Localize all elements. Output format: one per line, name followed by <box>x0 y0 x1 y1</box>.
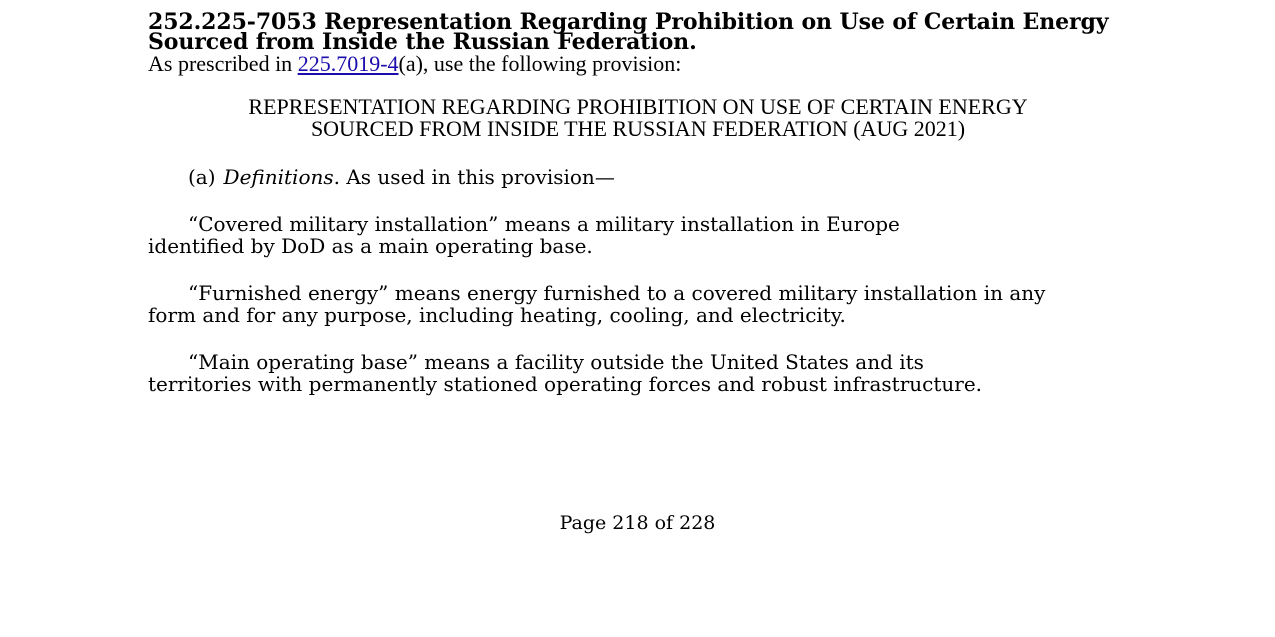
definition-furnished-energy <box>148 282 1128 326</box>
section-title-line2: Sourced from Inside the Russian Federation. <box>148 29 697 55</box>
section-number: 252.225-7053 <box>148 9 317 35</box>
definitions-label: (a) <box>188 165 216 189</box>
definition-line: “Furnished energy” means energy furnished to a covered military installation in any <box>188 281 1046 305</box>
definitions-intro: . As used in this provision— <box>333 165 615 189</box>
definition-line: “Main operating base” means a facility outside the United States and its <box>188 350 924 374</box>
definition-main-operating-base <box>148 351 1128 395</box>
section-heading <box>148 9 1128 55</box>
definitions-paragraph <box>148 166 1128 188</box>
definition-covered-military-installation <box>148 213 1128 257</box>
definition-line: identified by DoD as a main operating base. <box>148 234 593 258</box>
provision-title-line1: REPRESENTATION REGARDING PROHIBITION ON USE OF CERTAIN ENERGY <box>248 94 1028 119</box>
page-number: Page 218 of 228 <box>559 512 716 534</box>
definitions-heading: Definitions <box>223 165 334 189</box>
prescribed-prefix: As prescribed in <box>148 51 298 76</box>
definition-line: form and for any purpose, including heating, cooling, and electricity. <box>148 303 846 327</box>
section-title-line1: Representation Regarding Prohibition on Use of Certain Energy <box>324 9 1109 35</box>
definition-line: “Covered military installation” means a military installation in Europe <box>188 212 900 236</box>
prescription-sentence <box>148 52 1128 76</box>
document-page <box>148 9 1128 396</box>
prescribed-suffix: (a), use the following provision: <box>398 51 682 76</box>
definition-line: territories with permanently stationed operating forces and robust infrastructure. <box>148 372 983 396</box>
provision-title-line2: SOURCED FROM INSIDE THE RUSSIAN FEDERATION (AUG 2021) <box>310 116 966 141</box>
prescribed-reference-link[interactable]: 225.7019-4 <box>297 51 399 76</box>
provision-title <box>148 96 1128 140</box>
